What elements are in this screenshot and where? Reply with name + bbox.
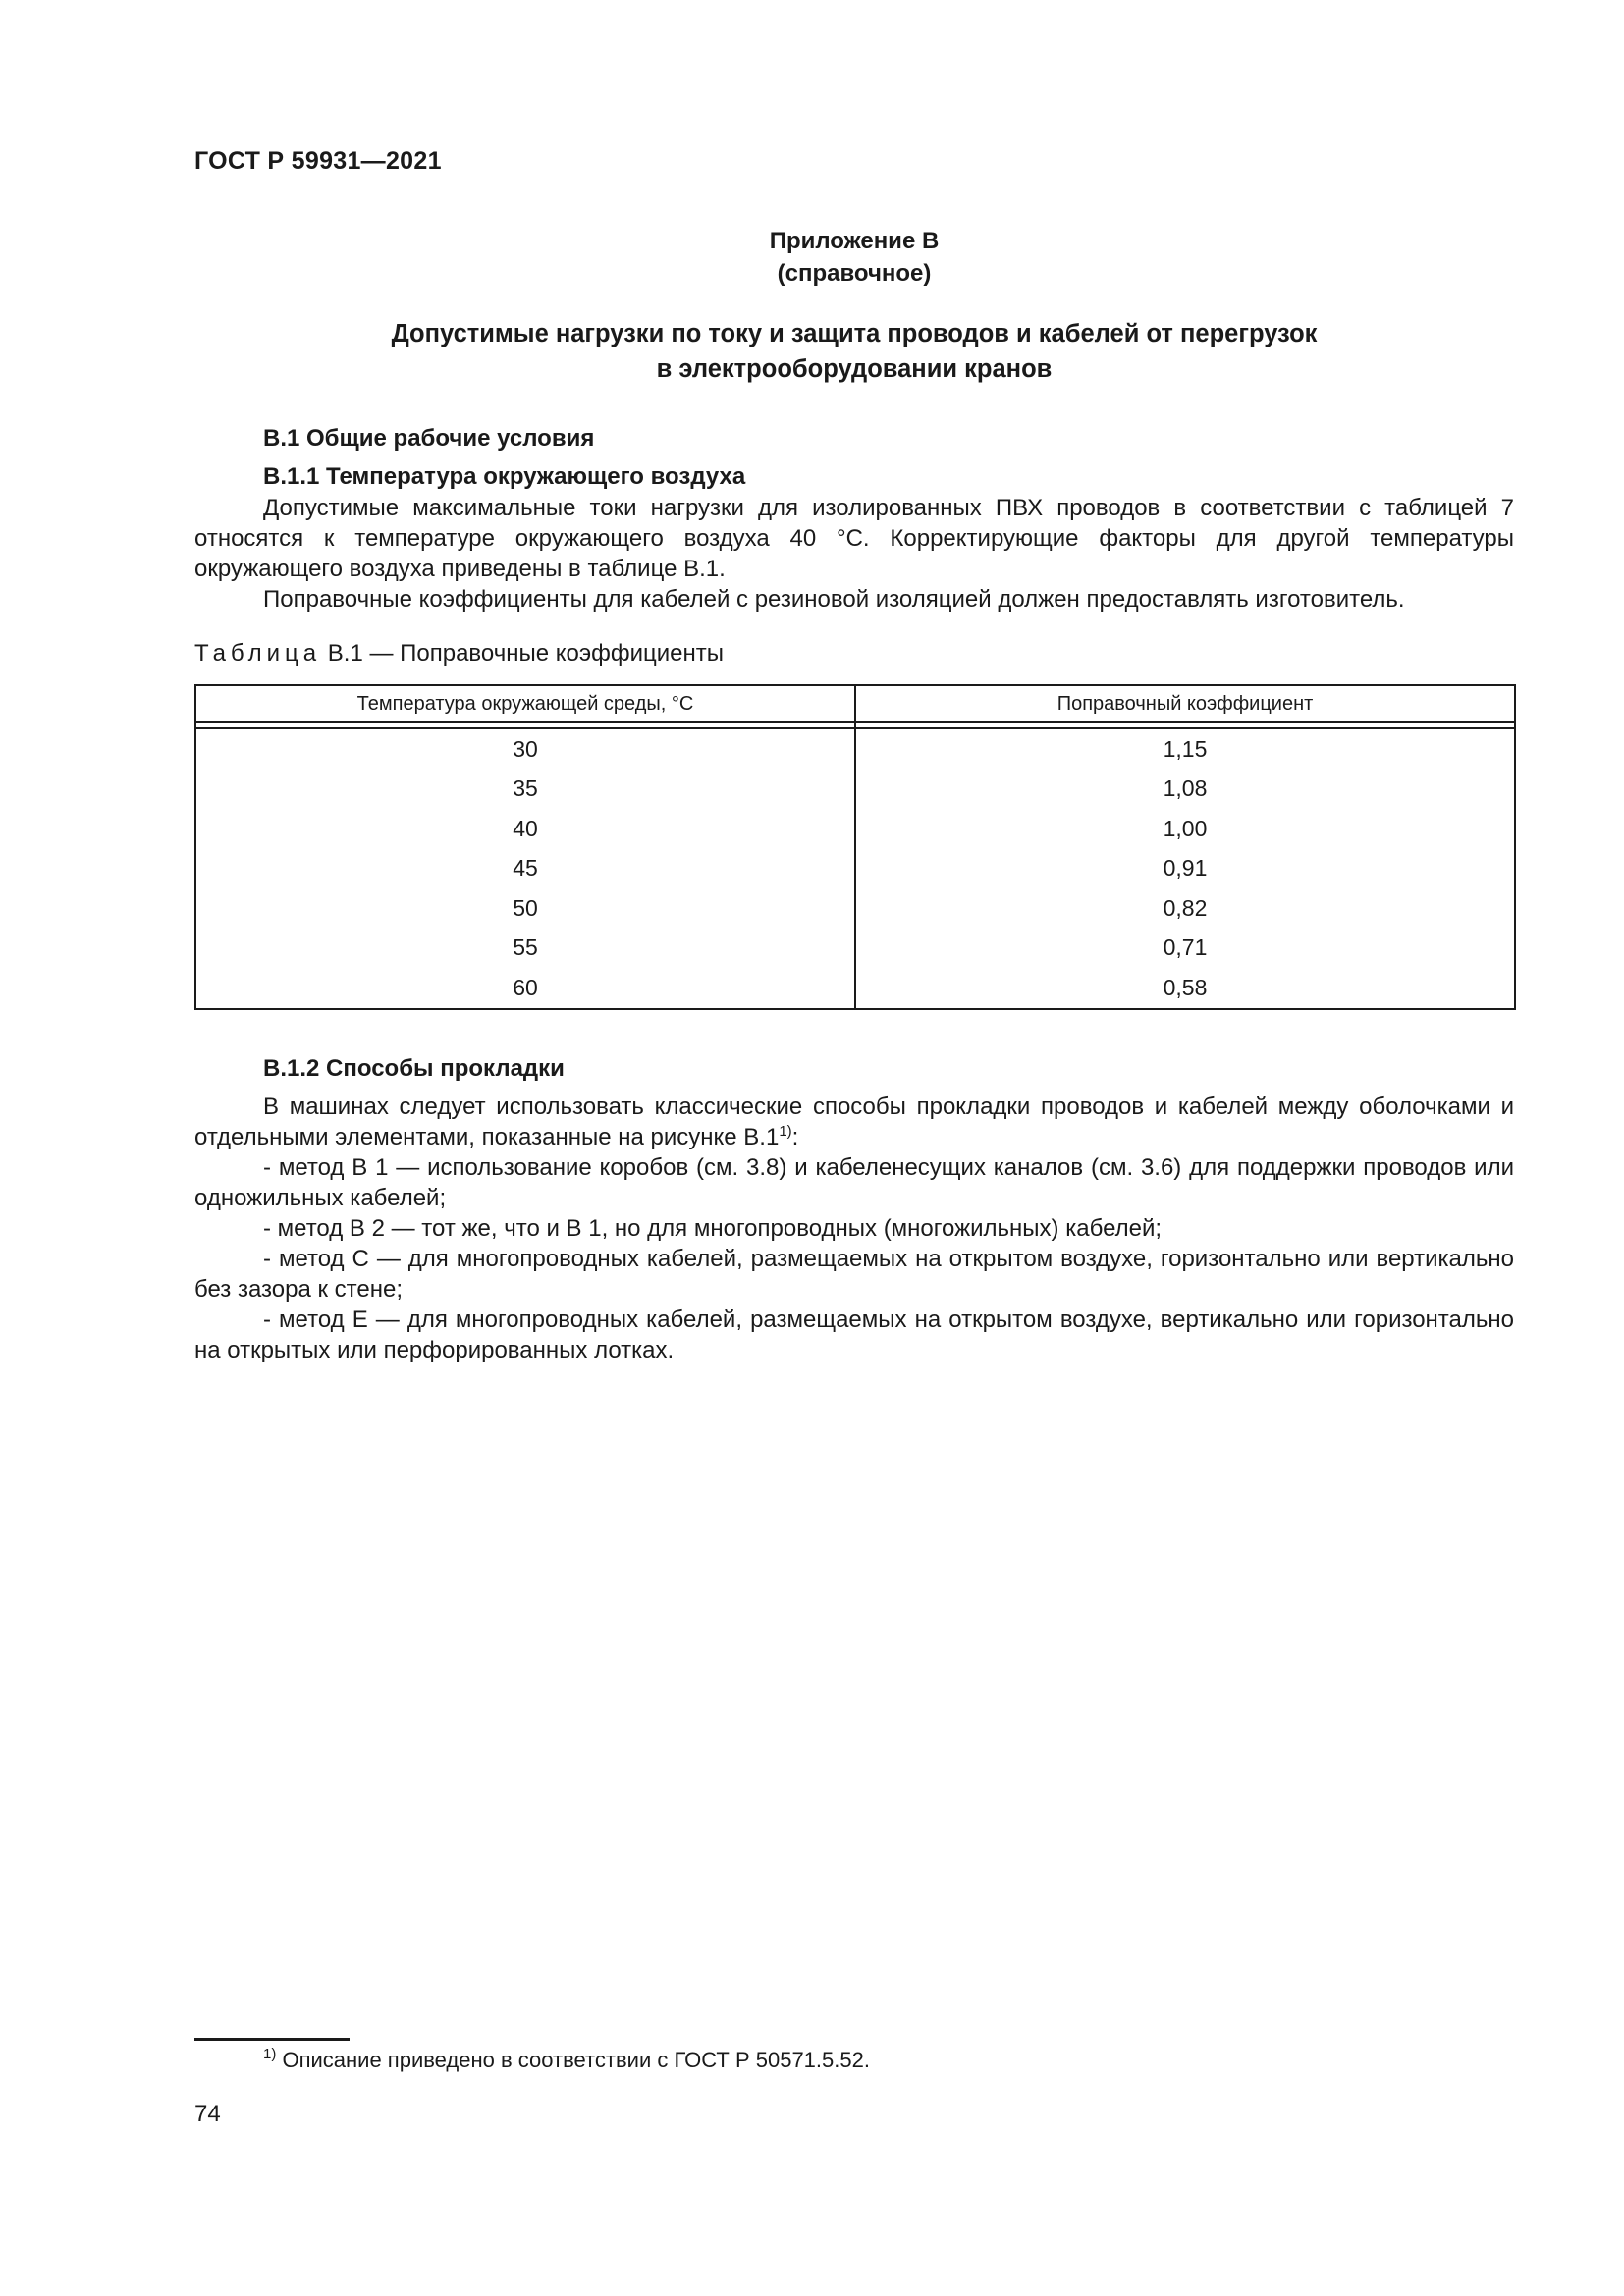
table-caption	[194, 640, 724, 667]
temperature-cell: 30	[195, 728, 855, 770]
section-heading-b11: В.1.1 Температура окружающего воздуха	[263, 463, 746, 490]
annex-title	[194, 316, 1514, 387]
footnote	[263, 2048, 870, 2073]
running-header: ГОСТ Р 59931—2021	[194, 147, 442, 175]
table-row	[195, 770, 1515, 810]
table-caption-prefix: Таблица	[194, 640, 322, 667]
footnote-reference[interactable]: 1)	[779, 1123, 792, 1140]
coefficient-cell: 1,00	[855, 809, 1515, 849]
footnote-separator	[194, 2038, 350, 2041]
paragraph: Поправочные коэффициенты для кабелей с резиновой изоляцией должен предоставлять изготовитель.	[263, 586, 1405, 613]
section-b11-body	[194, 493, 1514, 614]
table-row	[195, 728, 1515, 770]
paragraph: В машинах следует использовать классические способы прокладки проводов и кабелей между оболочками и отдельными элементами, показанные на рисунке В.1$^{1)}$:	[194, 1094, 1514, 1150]
footnote-text: Описание приведено в соответствии с ГОСТ Р 50571.5.52.	[282, 2048, 870, 2072]
annex-designation	[194, 225, 1514, 290]
paragraph-text: В машинах следует использовать классические способы прокладки проводов и кабелей между оболочками и отдельными элементами, показанные на рисунке В.1	[194, 1094, 1514, 1150]
temperature-cell: 60	[195, 968, 855, 1009]
table-row	[195, 809, 1515, 849]
list-item: - метод С — для многопроводных кабелей, размещаемых на открытом воздухе, горизонтально или вертикально без зазора к стене;	[194, 1246, 1514, 1303]
temperature-cell: 55	[195, 929, 855, 969]
coefficient-cell: 1,08	[855, 770, 1515, 810]
table-caption-title: В.1 — Поправочные коэффициенты	[327, 640, 725, 667]
column-header-coefficient: Поправочный коэффициент	[855, 685, 1515, 722]
section-heading-b1: В.1 Общие рабочие условия	[263, 425, 595, 452]
footnote-marker: 1)	[263, 2046, 277, 2062]
coefficient-cell: 1,15	[855, 728, 1515, 770]
annex-title-line-1: Допустимые нагрузки по току и защита проводов и кабелей от перегрузок	[391, 320, 1318, 347]
section-b12-body	[194, 1092, 1514, 1365]
table-row	[195, 968, 1515, 1009]
temperature-cell: 50	[195, 888, 855, 929]
annex-status: (справочное)	[777, 260, 932, 287]
coefficient-cell: 0,82	[855, 888, 1515, 929]
coefficient-cell: 0,91	[855, 849, 1515, 889]
annex-title-line-2: в электрооборудовании кранов	[656, 355, 1053, 383]
temperature-cell: 45	[195, 849, 855, 889]
table-row	[195, 849, 1515, 889]
coefficient-cell: 0,58	[855, 968, 1515, 1009]
list-item: - метод Е — для многопроводных кабелей, размещаемых на открытом воздухе, вертикально или горизонтально на открытых или перфорированных лотках.	[194, 1307, 1514, 1363]
coefficient-cell: 0,71	[855, 929, 1515, 969]
column-header-temperature: Температура окружающей среды, °С	[195, 685, 855, 722]
temperature-cell: 40	[195, 809, 855, 849]
table-row	[195, 888, 1515, 929]
list-item: - метод В 1 — использование коробов (см. 3.8) и кабеленесущих каналов (см. 3.6) для поддержки проводов или одножильных кабелей;	[194, 1154, 1514, 1211]
annex-label: Приложение В	[769, 228, 940, 254]
correction-factor-table	[194, 684, 1516, 1010]
table-row	[195, 929, 1515, 969]
list-item: - метод В 2 — тот же, что и В 1, но для многопроводных (многожильных) кабелей;	[263, 1215, 1163, 1242]
paragraph: Допустимые максимальные токи нагрузки для изолированных ПВХ проводов в соответствии с таблицей 7 относятся к температуре окружающего воздуха 40 °С. Корректирующие факторы для другой температуры окружающего воздуха приведены в таблице В.1.	[194, 495, 1514, 582]
temperature-cell: 35	[195, 770, 855, 810]
page-number: 74	[194, 2101, 221, 2127]
section-heading-b12: В.1.2 Способы прокладки	[263, 1055, 565, 1082]
